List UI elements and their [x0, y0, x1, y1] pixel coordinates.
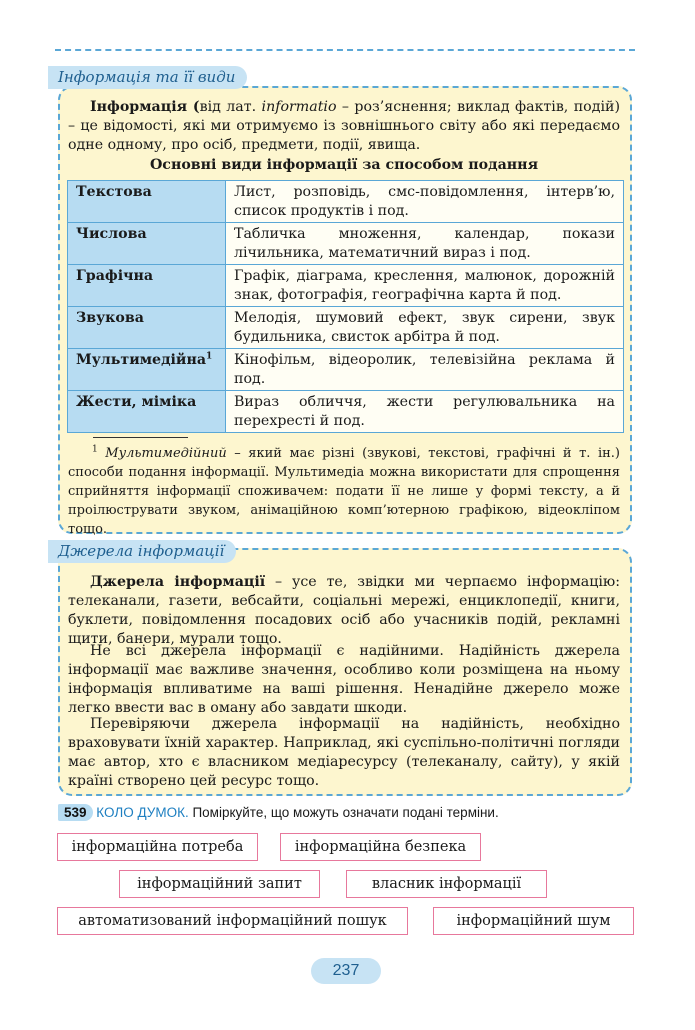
- section-tab-info-sources: Джерела інформації: [48, 540, 236, 563]
- table-row: [68, 223, 624, 265]
- footnote-text: – який має різні (звукові, текстові, графічні й т. ін.) способи подання інформації. Мультимедіа можна використати для спрощення сприйняття інформації споживачем: подати її не лише у формі тексту, а й проілюструвати звуком, анімаційною комп’ютерною графікою, відеокліпом тощо.: [68, 446, 620, 537]
- latin-word: informatio: [261, 99, 337, 115]
- examples-cell: Кінофільм, відеоролик, телевізійна реклама й под.: [226, 349, 624, 391]
- top-dashed-rule: [55, 49, 635, 51]
- table-row: [68, 391, 624, 433]
- task-label: КОЛО ДУМОК.: [96, 805, 189, 820]
- reliability-paragraph: Не всі джерела інформації є надійними. Надійність джерела інформації має важливе значення, особливо коли розміщена на ньому інформація впливатиме на ваші рішення. Ненадійне джерело може легко ввести вас в оману або завдати шкоди.: [68, 643, 620, 716]
- examples-cell: Мелодія, шумовий ефект, звук сирени, звук будильника, свисток арбітра й под.: [226, 307, 624, 349]
- examples-cell: Графік, діаграма, креслення, малюнок, дорожній знак, фотографія, географічна карта й под.: [226, 265, 624, 307]
- footnote-marker: 1: [206, 351, 213, 362]
- info-def-part1: від лат.: [199, 99, 262, 115]
- type-cell: Числова: [68, 223, 226, 265]
- sources-definition: [68, 573, 620, 649]
- page-number: 237: [311, 958, 381, 984]
- type-cell: Звукова: [68, 307, 226, 349]
- footnote-number: 1: [92, 444, 98, 455]
- term-box: інформаційна безпека: [280, 833, 481, 861]
- term-box: автоматизований інформаційний пошук: [57, 907, 408, 935]
- term-box: інформаційний шум: [433, 907, 634, 935]
- footnote: [68, 444, 620, 539]
- footnote-rule: [93, 437, 188, 438]
- task-text: Поміркуйте, що можуть означати подані терміни.: [188, 805, 499, 820]
- term-box: інформаційний запит: [119, 870, 320, 898]
- type-cell: [68, 349, 226, 391]
- task-number: 539: [58, 804, 93, 821]
- table-row: [68, 349, 624, 391]
- term-box: власник інформації: [346, 870, 547, 898]
- sources-def-text: – усе те, звідки ми черпаємо інформацію: телеканали, газети, вебсайти, соціальні мережі, енциклопедії, книги, буклети, повідомлення посадових осіб або учасників подій, рекламні щити, банери, мурали тощо.: [68, 574, 620, 647]
- task-539: [58, 804, 499, 821]
- info-def-part2: – роз’яснення; виклад фактів, подій) – це відомості, які ми отримуємо із зовнішнього світу або які передаємо одне одному, про осіб, предмети, події, явища.: [68, 99, 620, 153]
- type-cell: Графічна: [68, 265, 226, 307]
- verification-paragraph: Перевіряючи джерела інформації на надійність, необхідно враховувати їхній характер. Наприклад, які суспільно-політичні погляди має автор, хто є власником медіаресурсу (телеканалу, сайту), у якій країні створено цей ресурс тощо.: [68, 716, 620, 789]
- examples-cell: Табличка множення, календар, покази лічильника, математичний вираз і под.: [226, 223, 624, 265]
- type-cell: Жести, міміка: [68, 391, 226, 433]
- info-definition: [68, 98, 620, 155]
- type-cell: Текстова: [68, 181, 226, 223]
- sources-term: Джерела інформації: [90, 574, 266, 590]
- type-label: Мультимедійна: [76, 352, 207, 368]
- section-tab-info-types: Інформація та її види: [48, 66, 247, 89]
- info-term: Інформація (: [90, 99, 200, 115]
- examples-cell: Вираз обличчя, жести регулювальника на перехресті й под.: [226, 391, 624, 433]
- info-types-table: [67, 180, 624, 433]
- examples-cell: Лист, розповідь, смс-повідомлення, інтерв’ю, список продуктів і под.: [226, 181, 624, 223]
- table-row: [68, 265, 624, 307]
- table-row: [68, 181, 624, 223]
- footnote-term: Мультимедійний: [105, 446, 227, 461]
- term-box: інформаційна потреба: [57, 833, 258, 861]
- table-caption: Основні види інформації за способом подання: [149, 157, 539, 173]
- table-row: [68, 307, 624, 349]
